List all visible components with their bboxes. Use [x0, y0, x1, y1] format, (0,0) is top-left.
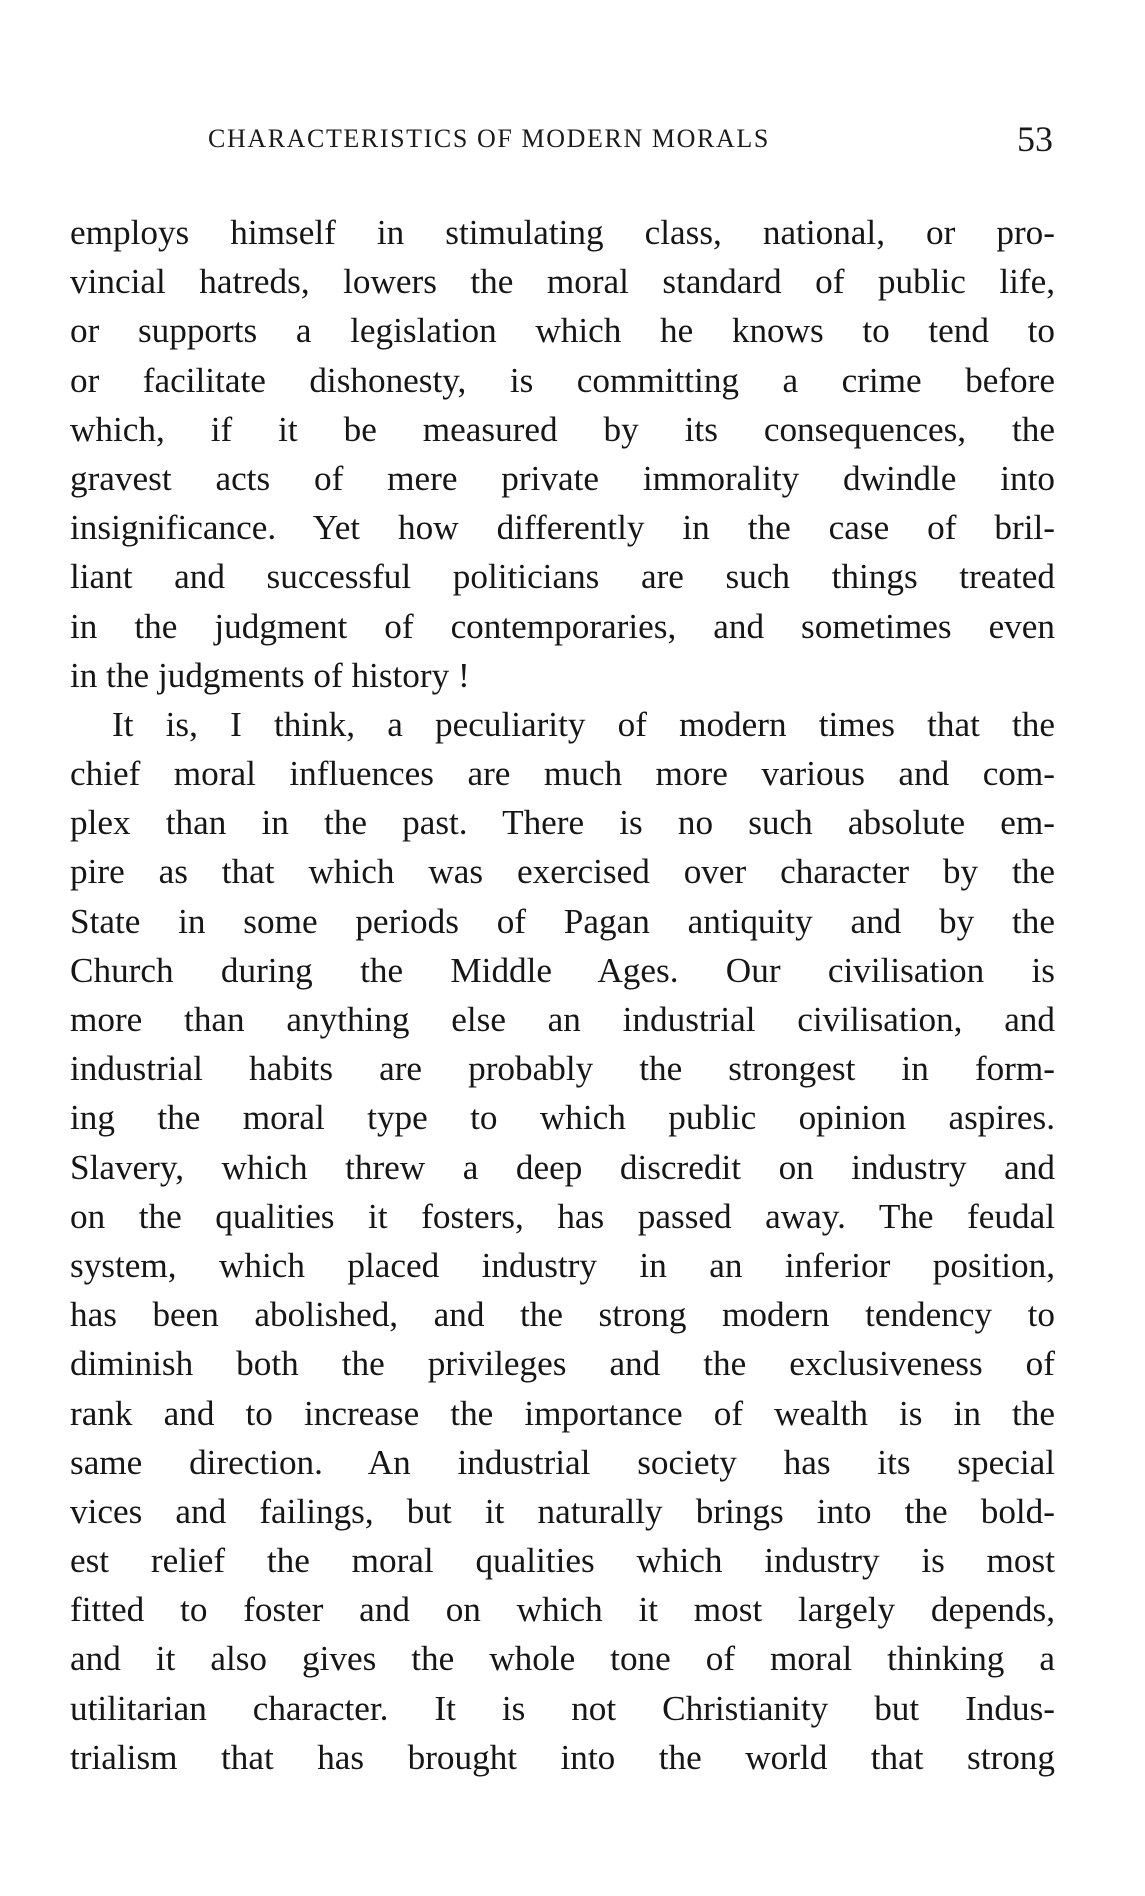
text-line: fitted to foster and on which it most largely depends, [70, 1590, 1055, 1630]
text-line: same direction. An industrial society has its special [70, 1442, 1055, 1482]
text-line: pire as that which was exercised over character by the [70, 852, 1055, 892]
page-number: 53 [1017, 119, 1053, 159]
text-line: rank and to increase the importance of wealth is in the [70, 1393, 1055, 1433]
text-line: more than anything else an industrial civilisation, and [70, 1000, 1055, 1039]
text-line: diminish both the privileges and the exclusiveness of [70, 1344, 1055, 1384]
text-line: insignificance. Yet how differently in the case of bril- [70, 508, 1055, 548]
text-line: in the judgments of history ! [70, 655, 470, 695]
text-line: Slavery, which threw a deep discredit on industry and [70, 1147, 1055, 1187]
text-line: chief moral influences are much more various and com- [70, 754, 1055, 794]
text-line: State in some periods of Pagan antiquity and by the [70, 901, 1055, 941]
text-line: trialism that has brought into the world that strong [70, 1737, 1055, 1777]
text-line: and it also gives the whole tone of moral thinking a [70, 1639, 1055, 1679]
text-line: on the qualities it fosters, has passed away. The feudal [70, 1196, 1055, 1236]
text-line: liant and successful politicians are such things treated [70, 557, 1055, 597]
text-line: vices and failings, but it naturally brings into the bold- [70, 1491, 1055, 1531]
text-line: or supports a legislation which he knows to tend to [70, 311, 1055, 351]
text-line: employs himself in stimulating class, national, or pro- [70, 213, 1055, 252]
text-line: which, if it be measured by its consequences, the [70, 409, 1055, 449]
text-line: ing the moral type to which public opinion aspires. [70, 1098, 1055, 1138]
text-line: It is, I think, a peculiarity of modern times that the [112, 704, 1055, 744]
text-line: Church during the Middle Ages. Our civilisation is [70, 950, 1055, 990]
text-line: in the judgment of contemporaries, and sometimes even [70, 606, 1055, 646]
text-line: vincial hatreds, lowers the moral standard of public life, [70, 262, 1055, 302]
paragraph [70, 700, 1055, 1782]
text-line: or facilitate dishonesty, is committing a crime before [70, 360, 1055, 400]
paragraph [70, 208, 1055, 700]
body-text [70, 208, 1055, 1782]
text-line: utilitarian character. It is not Christianity but Indus- [70, 1688, 1055, 1728]
text-line: has been abolished, and the strong modern tendency to [70, 1295, 1055, 1335]
text-line: system, which placed industry in an inferior position, [70, 1245, 1055, 1285]
running-title: CHARACTERISTICS OF MODERN MORALS [208, 124, 770, 153]
running-head [70, 118, 1055, 168]
text-line: gravest acts of mere private immorality dwindle into [70, 458, 1055, 498]
text-line: est relief the moral qualities which industry is most [70, 1541, 1055, 1581]
text-line: plex than in the past. There is no such absolute em- [70, 803, 1055, 843]
text-line: industrial habits are probably the strongest in form- [70, 1049, 1055, 1089]
